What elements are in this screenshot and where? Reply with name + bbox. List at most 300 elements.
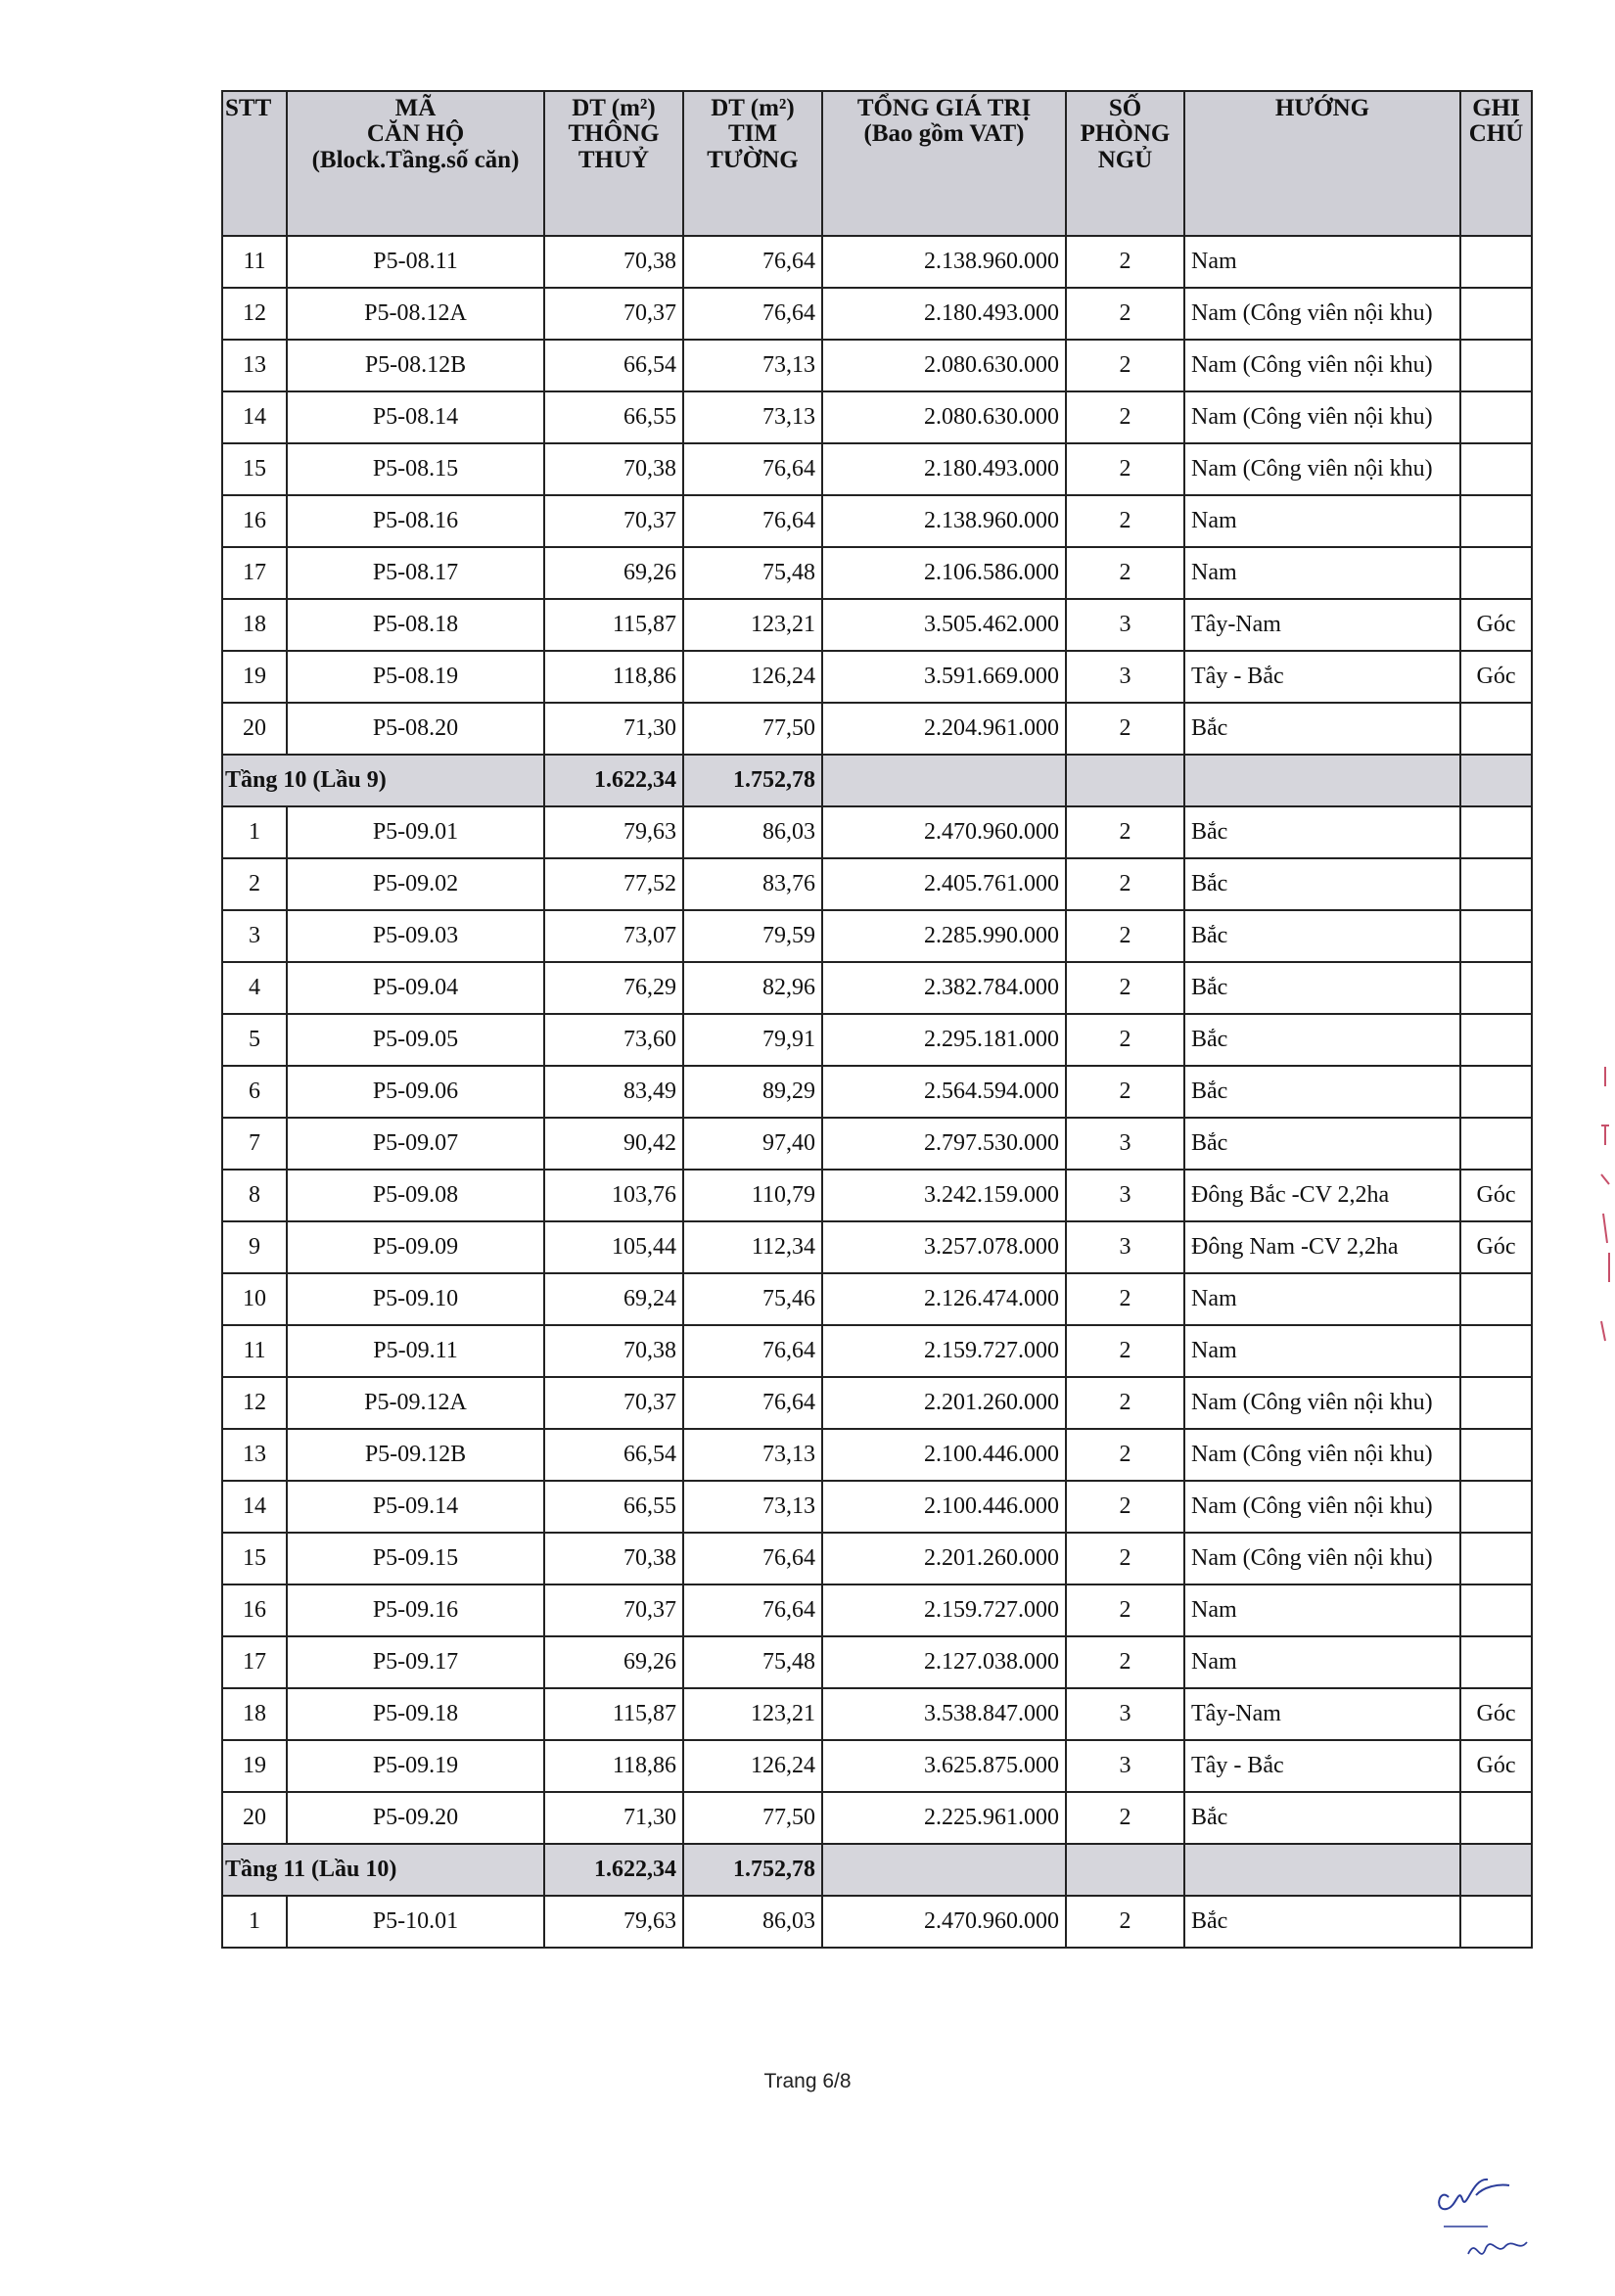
margin-stamp-marks <box>1595 1047 1615 1360</box>
row-unit-code: P5-09.10 <box>287 1273 544 1325</box>
row-unit-code: P5-09.12A <box>287 1377 544 1429</box>
row-note <box>1460 1273 1532 1325</box>
floor-blank-cell <box>822 1844 1066 1896</box>
row-stt: 18 <box>222 1688 287 1740</box>
row-net-area: 76,29 <box>544 962 683 1014</box>
price-table <box>221 90 1533 1949</box>
row-net-area: 66,54 <box>544 1429 683 1481</box>
row-bedrooms: 2 <box>1066 703 1184 755</box>
row-total-value: 2.100.446.000 <box>822 1481 1066 1533</box>
row-note <box>1460 1481 1532 1533</box>
table-row <box>222 806 1532 858</box>
row-stt: 14 <box>222 391 287 443</box>
row-direction: Nam <box>1184 1325 1460 1377</box>
row-unit-code: P5-10.01 <box>287 1896 544 1948</box>
header-net-area: DT (m²) THÔNG THUỶ <box>544 91 683 236</box>
row-stt: 10 <box>222 1273 287 1325</box>
row-bedrooms: 2 <box>1066 1377 1184 1429</box>
row-gross-area: 73,13 <box>683 340 822 391</box>
table-row <box>222 962 1532 1014</box>
row-net-area: 71,30 <box>544 1792 683 1844</box>
row-total-value: 3.538.847.000 <box>822 1688 1066 1740</box>
row-stt: 18 <box>222 599 287 651</box>
row-stt: 20 <box>222 703 287 755</box>
row-direction: Bắc <box>1184 1118 1460 1170</box>
row-total-value: 2.127.038.000 <box>822 1636 1066 1688</box>
row-unit-code: P5-09.06 <box>287 1066 544 1118</box>
row-note <box>1460 1792 1532 1844</box>
row-net-area: 118,86 <box>544 1740 683 1792</box>
table-row <box>222 547 1532 599</box>
row-gross-area: 97,40 <box>683 1118 822 1170</box>
row-unit-code: P5-09.02 <box>287 858 544 910</box>
row-note <box>1460 1325 1532 1377</box>
row-note <box>1460 443 1532 495</box>
row-gross-area: 77,50 <box>683 703 822 755</box>
row-unit-code: P5-09.16 <box>287 1584 544 1636</box>
row-gross-area: 89,29 <box>683 1066 822 1118</box>
row-net-area: 70,38 <box>544 443 683 495</box>
row-unit-code: P5-09.09 <box>287 1221 544 1273</box>
table-row <box>222 1740 1532 1792</box>
row-bedrooms: 2 <box>1066 806 1184 858</box>
table-row <box>222 391 1532 443</box>
row-bedrooms: 3 <box>1066 1221 1184 1273</box>
row-gross-area: 75,46 <box>683 1273 822 1325</box>
row-bedrooms: 2 <box>1066 1429 1184 1481</box>
row-net-area: 71,30 <box>544 703 683 755</box>
row-direction: Đông Nam -CV 2,2ha <box>1184 1221 1460 1273</box>
table-row <box>222 1896 1532 1948</box>
row-direction: Nam (Công viên nội khu) <box>1184 288 1460 340</box>
table-row <box>222 1325 1532 1377</box>
row-stt: 13 <box>222 1429 287 1481</box>
row-unit-code: P5-08.11 <box>287 236 544 288</box>
header-total-value: TỔNG GIÁ TRỊ (Bao gồm VAT) <box>822 91 1066 236</box>
row-note <box>1460 288 1532 340</box>
row-total-value: 2.138.960.000 <box>822 495 1066 547</box>
row-net-area: 70,37 <box>544 1377 683 1429</box>
row-note <box>1460 703 1532 755</box>
row-total-value: 3.505.462.000 <box>822 599 1066 651</box>
row-stt: 7 <box>222 1118 287 1170</box>
row-unit-code: P5-08.17 <box>287 547 544 599</box>
row-gross-area: 73,13 <box>683 1429 822 1481</box>
row-direction: Nam <box>1184 1636 1460 1688</box>
signature-image <box>1429 2158 1546 2285</box>
floor-blank-cell <box>1184 755 1460 806</box>
table-row <box>222 1221 1532 1273</box>
floor-net-area-total: 1.622,34 <box>544 1844 683 1896</box>
row-gross-area: 126,24 <box>683 1740 822 1792</box>
row-bedrooms: 3 <box>1066 651 1184 703</box>
row-bedrooms: 2 <box>1066 495 1184 547</box>
table-row <box>222 1584 1532 1636</box>
row-total-value: 3.257.078.000 <box>822 1221 1066 1273</box>
row-note: Góc <box>1460 599 1532 651</box>
row-stt: 16 <box>222 1584 287 1636</box>
row-gross-area: 75,48 <box>683 1636 822 1688</box>
row-note: Góc <box>1460 1688 1532 1740</box>
row-gross-area: 76,64 <box>683 1584 822 1636</box>
row-direction: Bắc <box>1184 1066 1460 1118</box>
row-note: Góc <box>1460 1740 1532 1792</box>
table-row <box>222 495 1532 547</box>
table-row <box>222 703 1532 755</box>
row-stt: 20 <box>222 1792 287 1844</box>
table-row <box>222 1066 1532 1118</box>
row-direction: Nam <box>1184 1273 1460 1325</box>
row-note <box>1460 962 1532 1014</box>
row-stt: 9 <box>222 1221 287 1273</box>
header-bedrooms: SỐ PHÒNG NGỦ <box>1066 91 1184 236</box>
row-bedrooms: 2 <box>1066 1014 1184 1066</box>
row-direction: Nam (Công viên nội khu) <box>1184 1377 1460 1429</box>
row-direction: Nam (Công viên nội khu) <box>1184 1481 1460 1533</box>
row-bedrooms: 2 <box>1066 1533 1184 1584</box>
row-stt: 19 <box>222 1740 287 1792</box>
row-net-area: 70,38 <box>544 1533 683 1584</box>
row-direction: Nam (Công viên nội khu) <box>1184 391 1460 443</box>
row-net-area: 70,37 <box>544 495 683 547</box>
header-gross-area: DT (m²) TIM TƯỜNG <box>683 91 822 236</box>
floor-blank-cell <box>1460 1844 1532 1896</box>
row-stt: 4 <box>222 962 287 1014</box>
row-stt: 3 <box>222 910 287 962</box>
row-note <box>1460 806 1532 858</box>
row-bedrooms: 2 <box>1066 1325 1184 1377</box>
row-bedrooms: 3 <box>1066 1118 1184 1170</box>
row-direction: Nam (Công viên nội khu) <box>1184 443 1460 495</box>
floor-blank-cell <box>822 755 1066 806</box>
row-gross-area: 76,64 <box>683 1325 822 1377</box>
row-note <box>1460 1014 1532 1066</box>
row-note <box>1460 495 1532 547</box>
row-total-value: 2.382.784.000 <box>822 962 1066 1014</box>
row-unit-code: P5-09.12B <box>287 1429 544 1481</box>
row-stt: 11 <box>222 1325 287 1377</box>
row-direction: Nam <box>1184 495 1460 547</box>
row-gross-area: 76,64 <box>683 1377 822 1429</box>
row-stt: 17 <box>222 1636 287 1688</box>
row-gross-area: 82,96 <box>683 962 822 1014</box>
row-net-area: 77,52 <box>544 858 683 910</box>
floor-gross-area-total: 1.752,78 <box>683 755 822 806</box>
row-direction: Tây-Nam <box>1184 1688 1460 1740</box>
row-bedrooms: 2 <box>1066 1066 1184 1118</box>
row-net-area: 66,55 <box>544 1481 683 1533</box>
row-gross-area: 123,21 <box>683 1688 822 1740</box>
row-gross-area: 112,34 <box>683 1221 822 1273</box>
floor-net-area-total: 1.622,34 <box>544 755 683 806</box>
row-stt: 8 <box>222 1170 287 1221</box>
row-stt: 1 <box>222 806 287 858</box>
table-row <box>222 340 1532 391</box>
table-row <box>222 1014 1532 1066</box>
floor-subtotal-row <box>222 1844 1532 1896</box>
table-row <box>222 1533 1532 1584</box>
row-total-value: 2.204.961.000 <box>822 703 1066 755</box>
floor-label: Tầng 11 (Lầu 10) <box>222 1844 544 1896</box>
row-stt: 15 <box>222 443 287 495</box>
row-total-value: 3.625.875.000 <box>822 1740 1066 1792</box>
row-note <box>1460 1584 1532 1636</box>
row-net-area: 69,26 <box>544 1636 683 1688</box>
row-unit-code: P5-09.07 <box>287 1118 544 1170</box>
row-net-area: 70,37 <box>544 288 683 340</box>
row-bedrooms: 2 <box>1066 236 1184 288</box>
row-gross-area: 110,79 <box>683 1170 822 1221</box>
row-stt: 12 <box>222 1377 287 1429</box>
row-bedrooms: 3 <box>1066 1688 1184 1740</box>
row-bedrooms: 2 <box>1066 858 1184 910</box>
row-bedrooms: 2 <box>1066 1792 1184 1844</box>
row-direction: Bắc <box>1184 1014 1460 1066</box>
header-stt: STT <box>222 91 287 236</box>
row-gross-area: 76,64 <box>683 443 822 495</box>
row-total-value: 2.564.594.000 <box>822 1066 1066 1118</box>
row-unit-code: P5-08.16 <box>287 495 544 547</box>
row-bedrooms: 2 <box>1066 443 1184 495</box>
row-direction: Nam (Công viên nội khu) <box>1184 1429 1460 1481</box>
row-note <box>1460 1533 1532 1584</box>
row-total-value: 2.470.960.000 <box>822 1896 1066 1948</box>
table-row <box>222 1170 1532 1221</box>
row-direction: Nam <box>1184 236 1460 288</box>
row-total-value: 2.285.990.000 <box>822 910 1066 962</box>
row-total-value: 2.080.630.000 <box>822 340 1066 391</box>
row-net-area: 79,63 <box>544 1896 683 1948</box>
row-note <box>1460 1066 1532 1118</box>
row-total-value: 2.159.727.000 <box>822 1325 1066 1377</box>
row-stt: 16 <box>222 495 287 547</box>
table-row <box>222 236 1532 288</box>
row-direction: Tây - Bắc <box>1184 651 1460 703</box>
floor-blank-cell <box>1066 755 1184 806</box>
row-direction: Bắc <box>1184 1792 1460 1844</box>
row-total-value: 2.126.474.000 <box>822 1273 1066 1325</box>
row-unit-code: P5-08.15 <box>287 443 544 495</box>
header-direction: HƯỚNG <box>1184 91 1460 236</box>
row-direction: Bắc <box>1184 703 1460 755</box>
row-direction: Nam <box>1184 1584 1460 1636</box>
row-bedrooms: 2 <box>1066 1896 1184 1948</box>
row-unit-code: P5-08.19 <box>287 651 544 703</box>
row-note <box>1460 1429 1532 1481</box>
row-gross-area: 79,91 <box>683 1014 822 1066</box>
row-bedrooms: 3 <box>1066 1170 1184 1221</box>
row-unit-code: P5-08.12B <box>287 340 544 391</box>
row-net-area: 73,60 <box>544 1014 683 1066</box>
row-net-area: 115,87 <box>544 1688 683 1740</box>
row-unit-code: P5-09.03 <box>287 910 544 962</box>
row-direction: Bắc <box>1184 806 1460 858</box>
row-gross-area: 79,59 <box>683 910 822 962</box>
row-stt: 5 <box>222 1014 287 1066</box>
page-number: Trang 6/8 <box>763 2070 852 2092</box>
row-net-area: 73,07 <box>544 910 683 962</box>
row-unit-code: P5-09.18 <box>287 1688 544 1740</box>
row-stt: 11 <box>222 236 287 288</box>
floor-gross-area-total: 1.752,78 <box>683 1844 822 1896</box>
row-bedrooms: 2 <box>1066 1636 1184 1688</box>
row-note <box>1460 1377 1532 1429</box>
row-unit-code: P5-08.18 <box>287 599 544 651</box>
row-note <box>1460 1636 1532 1688</box>
row-net-area: 70,38 <box>544 236 683 288</box>
row-unit-code: P5-09.11 <box>287 1325 544 1377</box>
row-bedrooms: 2 <box>1066 910 1184 962</box>
row-bedrooms: 2 <box>1066 288 1184 340</box>
table-row <box>222 1429 1532 1481</box>
row-stt: 15 <box>222 1533 287 1584</box>
row-bedrooms: 2 <box>1066 1584 1184 1636</box>
floor-blank-cell <box>1460 755 1532 806</box>
row-note <box>1460 391 1532 443</box>
row-gross-area: 83,76 <box>683 858 822 910</box>
row-bedrooms: 3 <box>1066 599 1184 651</box>
row-net-area: 83,49 <box>544 1066 683 1118</box>
row-unit-code: P5-08.14 <box>287 391 544 443</box>
row-gross-area: 73,13 <box>683 391 822 443</box>
row-stt: 12 <box>222 288 287 340</box>
row-unit-code: P5-09.04 <box>287 962 544 1014</box>
row-stt: 14 <box>222 1481 287 1533</box>
row-gross-area: 75,48 <box>683 547 822 599</box>
row-note: Góc <box>1460 1221 1532 1273</box>
row-stt: 2 <box>222 858 287 910</box>
row-total-value: 2.159.727.000 <box>822 1584 1066 1636</box>
row-note <box>1460 547 1532 599</box>
row-direction: Bắc <box>1184 962 1460 1014</box>
row-net-area: 103,76 <box>544 1170 683 1221</box>
row-direction: Bắc <box>1184 858 1460 910</box>
table-row <box>222 1273 1532 1325</box>
row-total-value: 2.797.530.000 <box>822 1118 1066 1170</box>
table-body <box>222 236 1532 1948</box>
row-gross-area: 77,50 <box>683 1792 822 1844</box>
row-gross-area: 76,64 <box>683 288 822 340</box>
row-direction: Tây - Bắc <box>1184 1740 1460 1792</box>
floor-blank-cell <box>1184 1844 1460 1896</box>
row-stt: 6 <box>222 1066 287 1118</box>
table-row <box>222 1792 1532 1844</box>
row-gross-area: 86,03 <box>683 1896 822 1948</box>
row-total-value: 2.201.260.000 <box>822 1377 1066 1429</box>
table-header <box>222 91 1532 236</box>
row-note <box>1460 1118 1532 1170</box>
row-net-area: 118,86 <box>544 651 683 703</box>
row-total-value: 2.106.586.000 <box>822 547 1066 599</box>
row-total-value: 2.405.761.000 <box>822 858 1066 910</box>
row-total-value: 2.180.493.000 <box>822 443 1066 495</box>
row-net-area: 66,54 <box>544 340 683 391</box>
row-net-area: 69,24 <box>544 1273 683 1325</box>
row-gross-area: 123,21 <box>683 599 822 651</box>
row-bedrooms: 2 <box>1066 1481 1184 1533</box>
row-bedrooms: 2 <box>1066 340 1184 391</box>
row-note <box>1460 340 1532 391</box>
row-direction: Tây-Nam <box>1184 599 1460 651</box>
row-note <box>1460 236 1532 288</box>
row-unit-code: P5-09.08 <box>287 1170 544 1221</box>
table-row <box>222 288 1532 340</box>
table-row <box>222 651 1532 703</box>
floor-subtotal-row <box>222 755 1532 806</box>
table-row <box>222 1481 1532 1533</box>
row-total-value: 2.180.493.000 <box>822 288 1066 340</box>
row-unit-code: P5-09.17 <box>287 1636 544 1688</box>
row-bedrooms: 3 <box>1066 1740 1184 1792</box>
floor-blank-cell <box>1066 1844 1184 1896</box>
row-unit-code: P5-09.15 <box>287 1533 544 1584</box>
row-total-value: 2.201.260.000 <box>822 1533 1066 1584</box>
floor-label: Tầng 10 (Lầu 9) <box>222 755 544 806</box>
row-unit-code: P5-08.12A <box>287 288 544 340</box>
row-net-area: 70,37 <box>544 1584 683 1636</box>
row-net-area: 69,26 <box>544 547 683 599</box>
row-note: Góc <box>1460 1170 1532 1221</box>
row-direction: Bắc <box>1184 1896 1460 1948</box>
table-row <box>222 858 1532 910</box>
row-gross-area: 126,24 <box>683 651 822 703</box>
row-unit-code: P5-09.01 <box>287 806 544 858</box>
row-unit-code: P5-09.05 <box>287 1014 544 1066</box>
table-row <box>222 1688 1532 1740</box>
row-gross-area: 76,64 <box>683 1533 822 1584</box>
row-bedrooms: 2 <box>1066 962 1184 1014</box>
row-net-area: 90,42 <box>544 1118 683 1170</box>
row-note <box>1460 910 1532 962</box>
row-unit-code: P5-09.19 <box>287 1740 544 1792</box>
table-row <box>222 910 1532 962</box>
row-bedrooms: 2 <box>1066 547 1184 599</box>
row-direction: Nam (Công viên nội khu) <box>1184 1533 1460 1584</box>
row-total-value: 2.295.181.000 <box>822 1014 1066 1066</box>
row-stt: 19 <box>222 651 287 703</box>
row-total-value: 3.242.159.000 <box>822 1170 1066 1221</box>
row-unit-code: P5-08.20 <box>287 703 544 755</box>
row-net-area: 79,63 <box>544 806 683 858</box>
row-gross-area: 86,03 <box>683 806 822 858</box>
row-total-value: 2.100.446.000 <box>822 1429 1066 1481</box>
row-direction: Bắc <box>1184 910 1460 962</box>
row-net-area: 66,55 <box>544 391 683 443</box>
row-stt: 13 <box>222 340 287 391</box>
row-note: Góc <box>1460 651 1532 703</box>
row-net-area: 105,44 <box>544 1221 683 1273</box>
row-total-value: 2.225.961.000 <box>822 1792 1066 1844</box>
table-row <box>222 1118 1532 1170</box>
row-total-value: 2.080.630.000 <box>822 391 1066 443</box>
row-total-value: 2.138.960.000 <box>822 236 1066 288</box>
row-net-area: 70,38 <box>544 1325 683 1377</box>
row-total-value: 2.470.960.000 <box>822 806 1066 858</box>
table-row <box>222 1377 1532 1429</box>
row-net-area: 115,87 <box>544 599 683 651</box>
row-stt: 17 <box>222 547 287 599</box>
row-direction: Nam <box>1184 547 1460 599</box>
header-note: GHI CHÚ <box>1460 91 1532 236</box>
row-gross-area: 73,13 <box>683 1481 822 1533</box>
row-bedrooms: 2 <box>1066 1273 1184 1325</box>
row-total-value: 3.591.669.000 <box>822 651 1066 703</box>
row-note <box>1460 858 1532 910</box>
header-unit-code: MÃ CĂN HỘ (Block.Tầng.số căn) <box>287 91 544 236</box>
row-note <box>1460 1896 1532 1948</box>
table-row <box>222 443 1532 495</box>
row-gross-area: 76,64 <box>683 236 822 288</box>
